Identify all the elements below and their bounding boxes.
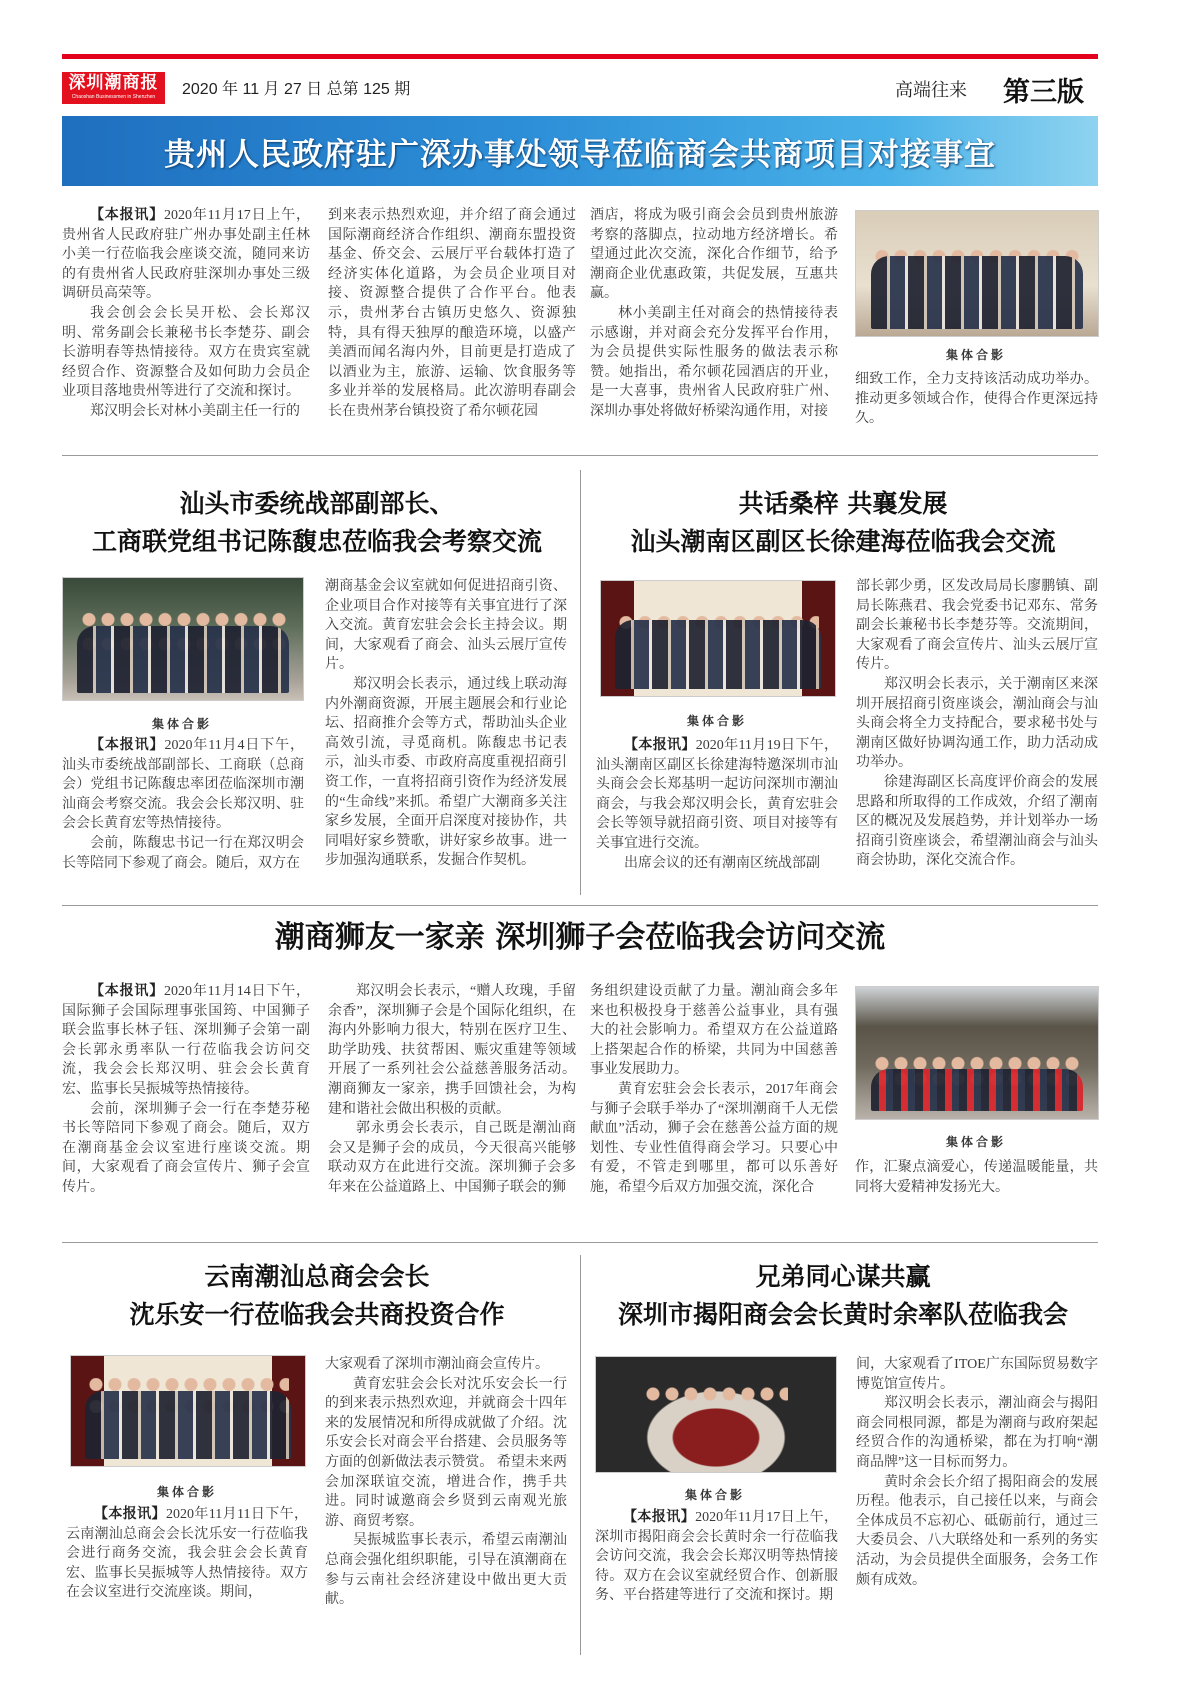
paragraph-text: 出席会议的还有潮南区统战部副 <box>624 855 820 871</box>
title-line: 沈乐安一行莅临我会共商投资合作 <box>129 1300 505 1329</box>
paragraph <box>856 1473 1098 1591</box>
group-photo <box>62 577 304 701</box>
text-column <box>328 982 576 1198</box>
paragraph <box>62 1100 310 1198</box>
paragraph <box>856 1355 1098 1394</box>
paragraph-text: 吴振城监事长表示，希望云南潮汕总商会强化组织职能，引导在滇潮商在参与云南社会经济建设中做出更大贡献。 <box>325 1533 567 1608</box>
dateline-lead: 【本报讯】 <box>90 207 165 223</box>
title-line: 汕头市委统战部副部长、 <box>179 489 455 518</box>
text-column <box>855 370 1098 429</box>
meeting-photo <box>595 1356 837 1473</box>
paragraph <box>595 1508 838 1606</box>
paragraph-text: 酒店，将成为吸引商会会员到贵州旅游考察的落脚点，拉动地方经济增长。希望通过此次交流，深化合作细节，给予潮商企业优惠政策，共促发展，互惠共赢。 <box>590 208 838 302</box>
newspaper-logo <box>62 72 165 104</box>
headline-banner <box>62 116 1098 186</box>
paragraph-text: 到来表示热烈欢迎，并介绍了商会通过国际潮商经济合作组织、潮商东盟投资基金、侨交会、云展厅平台载体打造了经济实体化道路，为会员企业项目对接、资源整合提供了合作平台。他表示，贵州茅台古镇历史悠久、资源独特，具有得天独厚的酿造环境，以盛产美酒而闻名海内外，目前更是打造成了以酒业为主，旅游、运输、饮食服务等多业并举的发展格局。此次游明春副会长在贵州茅台镇投资了希尔顿花园 <box>328 208 576 419</box>
group-photo <box>855 986 1099 1120</box>
text-column <box>328 206 576 422</box>
text-column <box>590 206 838 422</box>
logo-text: 深圳潮商报 <box>68 73 159 93</box>
paragraph-text: 2020年11月14日下午，国际狮子会国际理事张国筠、中国狮子联会监事长林子钰、深圳狮子会第一副会长郭永勇率队一行莅临我会访问交流，我会会长郑汉明、驻会会长黄育宏、监事长吴振城等热情接待。 <box>62 984 310 1097</box>
issue-date: 2020 年 11 月 27 日 总第 125 期 <box>182 81 411 98</box>
paragraph-text: 2020年11月17日上午，深圳市揭阳商会会长黄时余一行莅临我会访问交流，我会会长郑汉明等热情接待。双方在会议室就经贸合作、创新服务、平台搭建等进行了交流和探讨。期 <box>595 1510 838 1604</box>
group-photo <box>855 210 1099 337</box>
paragraph <box>62 834 304 873</box>
article-title <box>62 1258 572 1334</box>
paragraph <box>855 370 1098 429</box>
text-column <box>62 736 304 873</box>
paragraph <box>62 304 310 402</box>
text-column <box>325 577 567 871</box>
article-title <box>588 1258 1098 1334</box>
photo-caption: 集体合影 <box>945 348 1006 362</box>
paragraph <box>856 675 1098 773</box>
paragraph-text: 黄育宏驻会会长表示，2017年商会与狮子会联手举办了“深圳潮商千人无偿献血”活动，狮子会在慈善公益方面的规划性、专业性值得商会学习。只要心中有爱，不管走到哪里，都可以乐善好施，希望今后双方加强交流，深化合 <box>590 1081 838 1195</box>
paragraph <box>328 206 576 422</box>
paragraph <box>590 206 838 304</box>
masthead-rule <box>62 54 1098 59</box>
paragraph-text: 郑汉明会长表示，潮汕商会与揭阳商会同根同源，都是为潮商与政府架起经贸合作的沟通桥梁，都在为打响“潮商品牌”这一目标而努力。 <box>856 1396 1098 1470</box>
paragraph-text: 2020年11月11日下午，云南潮汕总商会会长沈乐安一行莅临我会进行商务交流，我会驻会会长黄育宏、监事长吴振城等人热情接待。双方在会议室进行交流座谈。期间， <box>66 1507 308 1601</box>
paragraph-text: 郑汉明会长对林小美副主任一行的 <box>90 403 300 419</box>
article-title <box>62 485 572 561</box>
paragraph <box>66 1505 308 1603</box>
paragraph-text: 郑汉明会长表示，“赠人玫瑰，手留余香”，深圳狮子会是个国际化组织，在海内外影响力很大，特别在医疗卫生、助学助残、扶贫帮困、赈灾重建等领域开展了一系列社会公益慈善服务活动。潮商狮友一家亲，携手回馈社会，为构建和谐社会做出积极的贡献。 <box>328 984 576 1117</box>
paragraph-text: 黄育宏驻会会长对沈乐安会长一行的到来表示热烈欢迎，并就商会十四年来的发展情况和所得成就做了介绍。沈乐安会长对商会平台搭建、会员服务等方面的创新做法表示赞赏。 希望未来两会加深联谊交流，增进合作，携手共进。同时诚邀商会乡贤到云南观光旅游、商贸考察。 <box>325 1376 567 1529</box>
photo-caption: 集体合影 <box>156 1485 217 1499</box>
text-column <box>855 1158 1098 1197</box>
text-column <box>856 1355 1098 1590</box>
paragraph <box>325 577 567 675</box>
paragraph <box>62 206 310 304</box>
paragraph <box>596 736 838 854</box>
paragraph-text: 郑汉明会长表示，通过线上联动海内外潮商资源，开展主题展会和行业论坛、招商推介会等方式，帮助汕头企业高效引流，寻觅商机。陈馥忠书记表示，汕头市委、市政府高度重视招商引资工作，一直将招商引资作为经济发展的“生命线”来抓。希望广大潮商多关注家乡发展，全面开启深度对接协作，共同唱好家乡赞歌，讲好家乡故事。进一步加强沟通联系，发掘合作契机。 <box>325 676 567 869</box>
title-line: 深圳市揭阳商会会长黄时余率队莅临我会 <box>617 1300 1068 1329</box>
photo-caption: 集体合影 <box>686 714 747 728</box>
paragraph <box>856 1394 1098 1472</box>
paragraph-text: 细致工作，全力支持该活动成功举办。推动更多领域合作，使得合作更深远持久。 <box>855 372 1098 427</box>
paragraph <box>855 1158 1098 1197</box>
paragraph-text: 黄时余会长介绍了揭阳商会的发展历程。他表示，自己接任以来，与商会全体成员不忘初心、砥砺前行，通过三大委员会、八大联络处和一系列的务实活动，为会员提供全面服务，会务工作颇有成效。 <box>856 1474 1098 1588</box>
section-name: 高端往来 <box>895 80 967 101</box>
dateline-lead: 【本报讯】 <box>90 983 165 999</box>
dateline-lead: 【本报讯】 <box>623 1509 696 1525</box>
group-photo <box>70 1355 306 1467</box>
dateline-lead: 【本报讯】 <box>624 737 696 753</box>
title-line: 汕头潮南区副区长徐建海莅临我会交流 <box>630 527 1056 556</box>
paragraph-text: 林小美副主任对商会的热情接待表示感谢，并对商会充分发挥平台作用，为会员提供实际性服务的做法表示称赞。她指出，希尔顿花园酒店的开业，是一大喜事，贵州省人民政府驻广州、深圳办事处将做好桥梁沟通作用，对接 <box>590 305 838 419</box>
paragraph <box>325 1355 567 1375</box>
paragraph-text: 郑汉明会长表示，关于潮南区来深圳开展招商引资座谈会，潮汕商会与汕头商会将全力支持配合，要求秘书处与潮南区做好协调沟通工作，助力活动成功举办。 <box>856 676 1098 771</box>
paragraph-text: 我会创会会长吴开松、会长郑汉明、常务副会长兼秘书长李楚芬、副会长游明春等热情接待。双方在贵宾室就经贸合作、资源整合及如何助力会员企业项目落地贵州等进行了交流和探讨。 <box>62 305 310 400</box>
title-line: 工商联党组书记陈馥忠莅临我会考察交流 <box>91 527 542 556</box>
paragraph <box>325 1375 567 1532</box>
paragraph <box>328 1119 576 1197</box>
text-column <box>62 982 310 1198</box>
paragraph-text: 潮商基金会议室就如何促进招商引资、企业项目合作对接等有关事宜进行了深入交流。黄育宏驻会会长主持会议。期间，大家观看了商会、汕头云展厅宣传片。 <box>325 579 567 673</box>
paragraph-text: 大家观看了深圳市潮汕商会宣传片。 <box>325 1357 549 1372</box>
text-column <box>590 982 838 1198</box>
section-divider <box>62 905 1098 906</box>
section-divider <box>62 455 1098 456</box>
column-divider <box>580 1255 581 1655</box>
paragraph <box>325 1531 567 1609</box>
column-divider <box>580 470 581 895</box>
text-column <box>595 1508 838 1606</box>
photo-caption: 集体合影 <box>945 1135 1006 1149</box>
paragraph <box>328 982 576 1119</box>
article-title <box>588 485 1098 561</box>
page-number: 第三版 <box>1003 77 1084 108</box>
paragraph <box>325 675 567 871</box>
paragraph <box>856 773 1098 871</box>
paragraph-text: 郭永勇会长表示，自己既是潮汕商会又是狮子会的成员，今天很高兴能够联动双方在此进行交流。深圳狮子会多年来在公益道路上、中国狮子联会的狮 <box>328 1121 576 1195</box>
paragraph-text: 间，大家观看了ITOE广东国际贸易数字博览馆宣传片。 <box>856 1357 1098 1392</box>
title-line: 共话桑梓 共襄发展 <box>738 489 948 518</box>
text-column <box>325 1355 567 1610</box>
dateline-lead: 【本报讯】 <box>90 737 165 753</box>
photo-caption: 集体合影 <box>684 1488 745 1502</box>
photo-caption: 集体合影 <box>151 717 212 731</box>
section-divider <box>62 1242 1098 1243</box>
paragraph <box>590 982 838 1080</box>
group-photo <box>600 580 836 697</box>
paragraph-text: 部长郭少勇，区发改局局长廖鹏镇、副局长陈燕君、我会党委书记邓东、常务副会长兼秘书长李楚芬等。交流期间，大家观看了商会宣传片、汕头云展厅宣传片。 <box>856 579 1098 673</box>
paragraph <box>596 854 838 874</box>
text-column <box>856 577 1098 871</box>
text-column <box>62 206 310 422</box>
title-line: 兄弟同心谋共赢 <box>755 1262 931 1291</box>
banner-title: 贵州人民政府驻广深办事处领导莅临商会共商项目对接事宜 <box>164 137 996 173</box>
text-column <box>596 736 838 873</box>
paragraph-text: 2020年11月4日下午，汕头市委统战部副部长、工商联（总商会）党组书记陈馥忠率团莅临深圳市潮汕商会考察交流。我会会长郑汉明、驻会会长黄育宏等热情接待。 <box>62 738 305 832</box>
paragraph-text: 2020年11月17日上午，贵州省人民政府驻广州办事处副主任林小美一行莅临我会座谈交流，随同来访的有贵州省人民政府驻深圳办事处三级调研员高荣等。 <box>62 208 310 302</box>
paragraph <box>590 1080 838 1198</box>
paragraph <box>62 402 310 422</box>
paragraph-text: 作，汇聚点滴爱心，传递温暖能量，共同将大爱精神发扬光大。 <box>855 1160 1098 1195</box>
dateline-lead: 【本报讯】 <box>94 1506 166 1522</box>
article-title: 潮商狮友一家亲 深圳狮子会莅临我会访问交流 <box>274 920 886 955</box>
logo-subtitle: Chaoshan Businessmen in Shenzhen <box>71 94 156 100</box>
paragraph <box>856 577 1098 675</box>
paragraph-text: 2020年11月19日下午，汕头潮南区副区长徐建海特邀深圳市汕头商会会长郑基明一起访问深圳市潮汕商会，与我会郑汉明会长，黄育宏驻会会长等领导就招商引资、项目对接等有关事宜进行交流。 <box>596 738 839 851</box>
paragraph <box>62 736 304 834</box>
paragraph-text: 务组织建设贡献了力量。潮汕商会多年来也积极投身于慈善公益事业，具有强大的社会影响力。希望双方在公益道路上搭架起合作的桥梁，共同为中国慈善事业发展助力。 <box>590 984 838 1078</box>
paragraph <box>590 304 838 422</box>
title-line: 云南潮汕总商会会长 <box>204 1262 430 1291</box>
paragraph <box>62 982 310 1100</box>
paragraph-text: 会前，深圳狮子会一行在李楚芬秘书长等陪同下参观了商会。随后，双方在潮商基金会议室进行座谈交流。期间，大家观看了商会宣传片、狮子会宣传片。 <box>62 1101 310 1195</box>
text-column <box>66 1505 308 1603</box>
paragraph-text: 徐建海副区长高度评价商会的发展思路和所取得的工作成效，介绍了潮南区的概况及发展趋势，并计划举办一场招商引资座谈会，希望潮汕商会与汕头商会协助，深化交流合作。 <box>856 774 1098 869</box>
paragraph-text: 会前，陈馥忠书记一行在郑汉明会长等陪同下参观了商会。随后，双方在 <box>62 835 304 871</box>
